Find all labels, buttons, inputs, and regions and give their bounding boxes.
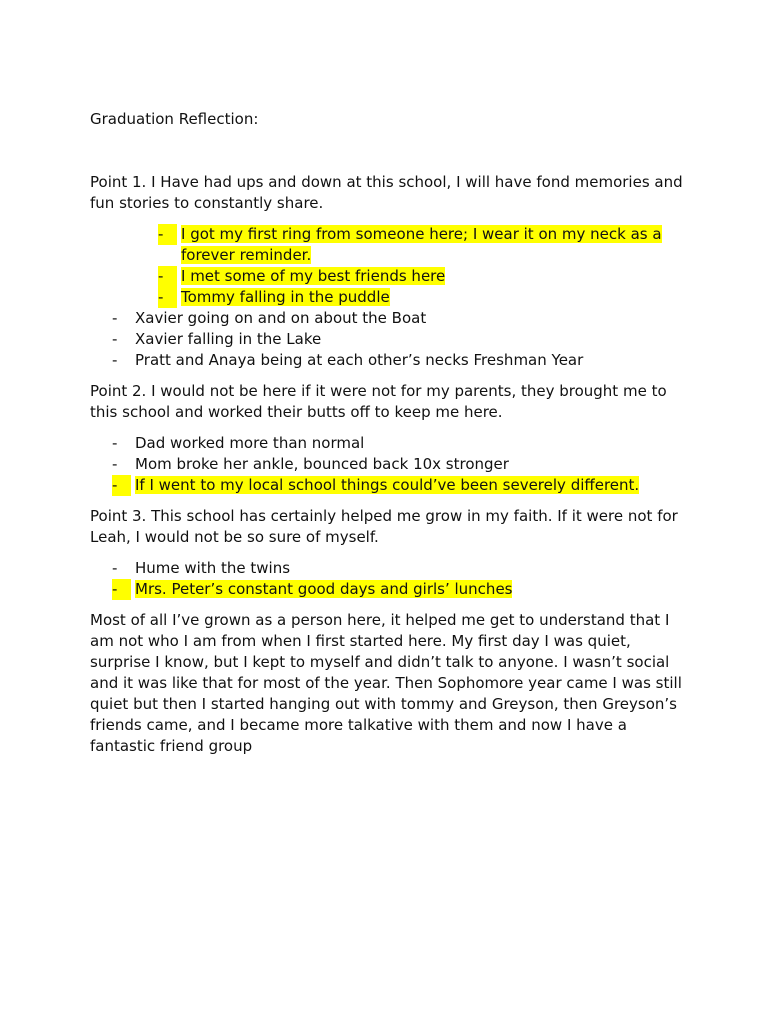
list-item <box>90 308 690 329</box>
dash-bullet: - <box>158 266 177 287</box>
list-item-text: Xavier falling in the Lake <box>135 330 322 348</box>
dash-bullet: - <box>158 287 177 308</box>
list-item <box>90 558 690 579</box>
document-page <box>90 109 690 767</box>
point-3-list <box>90 558 690 600</box>
dash-bullet: - <box>112 351 118 369</box>
list-item-text: Pratt and Anaya being at each other’s necks Freshman Year <box>135 351 584 369</box>
point-1-paragraph: Point 1. I Have had ups and down at this school, I will have fond memories and fun stories to constantly share. <box>90 173 683 212</box>
dash-bullet: - <box>112 330 118 348</box>
dash-bullet: - <box>112 559 118 577</box>
list-item-text: Mom broke her ankle, bounced back 10x stronger <box>135 455 509 473</box>
list-item <box>90 266 690 287</box>
dash-bullet: - <box>112 434 118 452</box>
list-item-text: Hume with the twins <box>135 559 291 577</box>
dash-bullet: - <box>158 224 177 245</box>
list-item <box>90 350 690 371</box>
point-3-paragraph: Point 3. This school has certainly helped me grow in my faith. If it were not for Leah, I would not be so sure of myself. <box>90 507 678 546</box>
list-item <box>90 475 690 496</box>
dash-bullet: - <box>112 455 118 473</box>
point-2-paragraph: Point 2. I would not be here if it were not for my parents, they brought me to this school and worked their butts off to keep me here. <box>90 382 667 421</box>
dash-bullet: - <box>112 309 118 327</box>
list-item-text: I got my first ring from someone here; I wear it on my neck as a forever reminder. <box>181 225 662 264</box>
list-item-text: If I went to my local school things could’ve been severely different. <box>135 476 640 494</box>
list-item-text: Dad worked more than normal <box>135 434 365 452</box>
list-item <box>90 224 690 266</box>
list-item-text: Xavier going on and on about the Boat <box>135 309 427 327</box>
point-2-list <box>90 433 690 496</box>
list-item-text: I met some of my best friends here <box>181 267 446 285</box>
document-title: Graduation Reflection: <box>90 110 259 128</box>
point-1-list <box>90 308 690 371</box>
list-item <box>90 579 690 600</box>
list-item-text: Mrs. Peter’s constant good days and girls’ lunches <box>135 580 513 598</box>
closing-paragraph: Most of all I’ve grown as a person here, it helped me get to understand that I am not who I am from when I first started here. My first day I was quiet, surprise I know, but I kept to myself and didn’t talk to anyone. I wasn’t social and it was like that for most of the year. Then Sophomore year came I was still quiet but then I started hanging out with tommy and Greyson, then Greyson’s friends came, and I became more talkative with them and now I have a fantastic friend group <box>90 611 682 755</box>
dash-bullet: - <box>112 579 131 600</box>
point-1-sub-list <box>90 224 690 308</box>
list-item <box>90 454 690 475</box>
list-item-text: Tommy falling in the puddle <box>181 288 390 306</box>
list-item <box>90 433 690 454</box>
list-item <box>90 329 690 350</box>
list-item <box>90 287 690 308</box>
dash-bullet: - <box>112 475 131 496</box>
